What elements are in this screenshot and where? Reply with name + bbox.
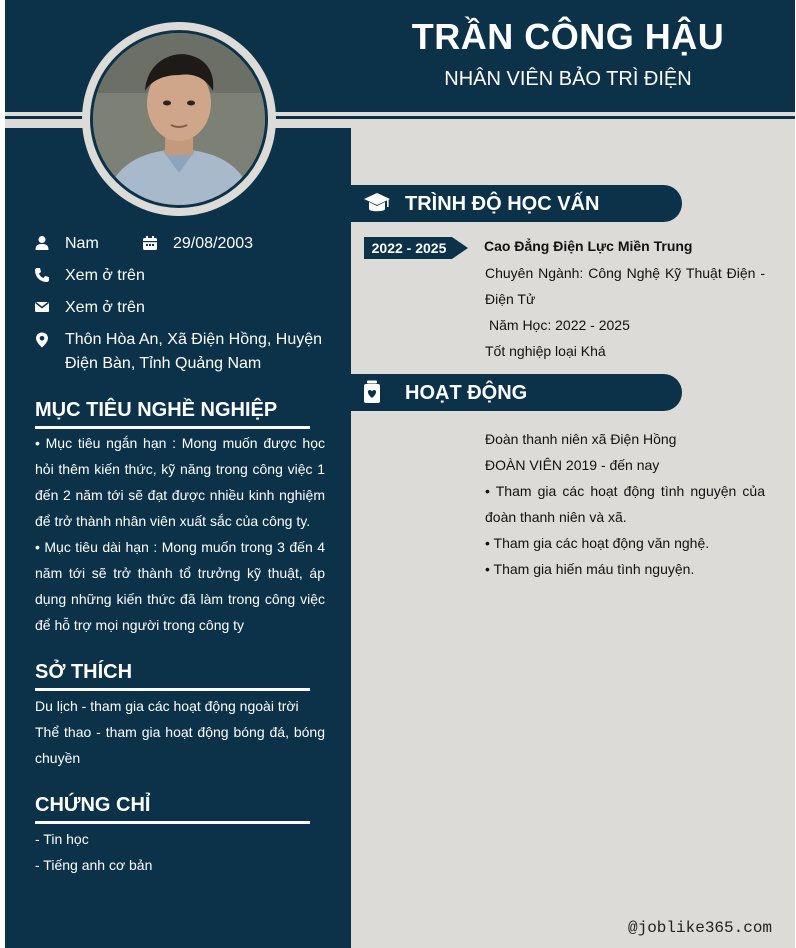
activity-org: Đoàn thanh niên xã Điện Hồng [485, 431, 677, 447]
envelope-icon [34, 299, 50, 315]
education-title: TRÌNH ĐỘ HỌC VẤN [405, 193, 600, 215]
hobby-item: Du lịch - tham gia các hoạt động ngoài trời [35, 698, 299, 714]
candidate-role: NHÂN VIÊN BẢO TRÌ ĐIỆN [444, 68, 692, 90]
activity-item: • Tham gia hiến máu tình nguyện. [485, 561, 695, 577]
candidate-name: TRẦN CÔNG HẬU [411, 16, 725, 57]
education-major: Chuyên Ngành: Công Nghệ Kỹ Thuật Điện - Điện Tử [485, 265, 765, 307]
objective-rule [35, 426, 310, 429]
address-line-2: Điện Bàn, Tỉnh Quảng Nam [65, 355, 262, 372]
hobbies-rule [35, 688, 310, 691]
activity-icon [363, 380, 381, 404]
cv-page [5, 0, 795, 948]
hobbies-title: SỞ THÍCH [35, 661, 133, 683]
calendar-icon [142, 235, 158, 251]
gender-text: Nam [65, 235, 99, 252]
objective-short-term: • Mục tiêu ngắn hạn : Mong muốn được học hỏi thêm kiến thức, kỹ năng trong công việc 1 đến 2 năm tới sẽ đạt được nhiều kinh nghiệm để trở thành nhân viên xuất sắc của công ty. [35, 435, 325, 529]
activity-item: • Tham gia các hoạt động tình nguyện của đoàn thanh niên và xã. [485, 483, 765, 525]
certificates-body [35, 826, 325, 878]
address-line-1: Thôn Hòa An, Xã Điện Hồng, Huyện [65, 331, 323, 348]
avatar [93, 33, 265, 205]
education-years: Năm Học: 2022 - 2025 [489, 317, 630, 333]
objective-long-term: • Mục tiêu dài hạn : Mong muốn trong 3 đến 4 năm tới sẽ trở thành tổ trưởng kỹ thuật, áp dụng những kiến thức đã làm trong công việc để hỗ trợ mọi người trong công ty [35, 539, 325, 633]
phone-text: Xem ở trên [65, 267, 145, 284]
certificate-item: - Tin học [35, 831, 89, 847]
watermark: @joblike365.com [628, 919, 773, 937]
avatar-portrait [93, 33, 265, 205]
map-pin-icon [34, 332, 50, 348]
activities-body [485, 426, 765, 582]
hobby-item: Thể thao - tham gia hoạt động bóng đá, bóng chuyền [35, 724, 325, 766]
education-school: Cao Đẳng Điện Lực Miền Trung [484, 238, 693, 254]
certificates-rule [35, 821, 310, 824]
hobbies-body [35, 693, 325, 771]
certificate-item: - Tiếng anh cơ bản [35, 857, 153, 873]
activity-position: ĐOÀN VIÊN 2019 - đến nay [485, 457, 660, 473]
education-result: Tốt nghiệp loại Khá [485, 343, 606, 359]
address-text [65, 328, 335, 376]
user-icon [34, 235, 50, 251]
objective-body [35, 430, 325, 638]
email-text: Xem ở trên [65, 299, 145, 316]
education-period: 2022 - 2025 [371, 240, 447, 256]
activities-title: HOẠT ĐỘNG [405, 382, 528, 404]
phone-icon [34, 267, 50, 283]
education-details [485, 260, 765, 364]
certificates-title: CHỨNG CHỈ [35, 794, 151, 816]
birthday-text: 29/08/2003 [173, 235, 254, 252]
objective-title: MỤC TIÊU NGHỀ NGHIỆP [35, 399, 278, 421]
activity-item: • Tham gia các hoạt động văn nghệ. [485, 535, 710, 551]
graduation-cap-icon [363, 190, 391, 216]
